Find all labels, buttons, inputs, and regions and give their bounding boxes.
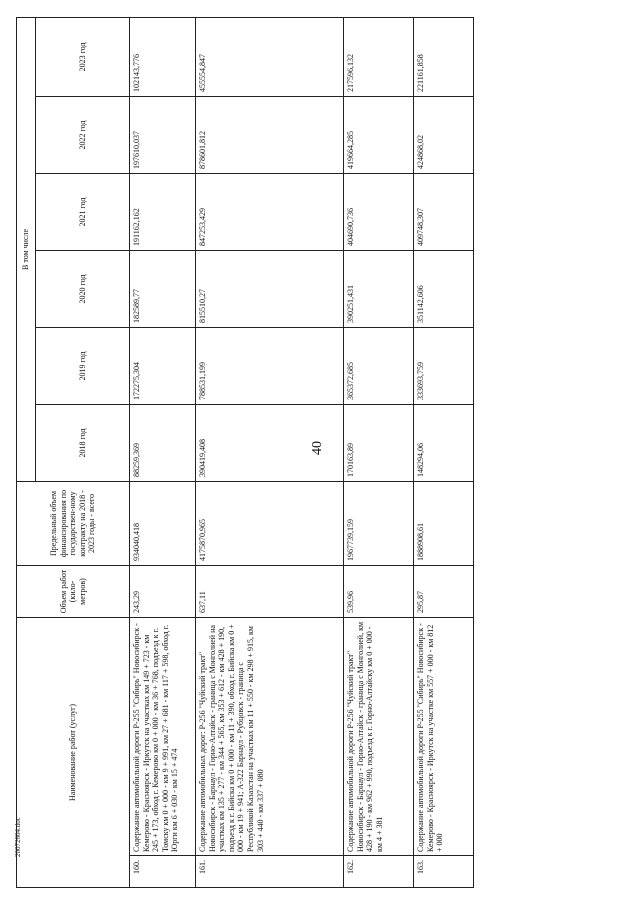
footer-filename: 20072604.doc	[14, 817, 22, 857]
row-year-value: 404690,736	[344, 173, 414, 250]
row-year-value: 102143,776	[130, 17, 196, 96]
row-year-value: 197610,037	[130, 96, 196, 173]
row-year-value: 191162,162	[130, 173, 196, 250]
row-year-value: 170163,89	[344, 404, 414, 481]
row-year-value: 88259,369	[130, 404, 196, 481]
row-year-value: 815510,27	[196, 250, 344, 327]
row-name: Содержание автомобильной дороги Р-256 "Чуйский тракт" Новосибирск - Барнаул - Горно-Алтайск - граница с Монголией, км 428 + 190 - км 962 + 990, подъезд к г. Горно-Алтайску км 0 + 000 - км 4 + 381	[344, 617, 414, 855]
row-number: 163.	[414, 856, 474, 888]
row-year-value: 172275,304	[130, 327, 196, 404]
header-limit: Предельный объем финансирования по государствен-ному контракту на 2018 - 2023 годы - всего	[17, 481, 130, 565]
row-year-value: 148294,06	[414, 404, 474, 481]
row-year-value: 182589,77	[130, 250, 196, 327]
row-total: 1967739,159	[344, 481, 414, 565]
row-year-value: 333693,759	[414, 327, 474, 404]
table-row	[414, 17, 474, 887]
row-name: Содержание автомобильной дороги Р-255 "Сибирь" Новосибирск - Кемерово - Красноярск - Иркутск на участке км 557 + 000 - км 812 + 000	[414, 617, 474, 855]
row-year-value: 788531,199	[196, 327, 344, 404]
row-volume: 539,96	[344, 565, 414, 617]
row-year-value: 419664,285	[344, 96, 414, 173]
row-year-value: 221161,858	[414, 17, 474, 96]
header-year: 2019 год	[36, 327, 130, 404]
row-year-value: 351142,606	[414, 250, 474, 327]
table-row	[196, 17, 344, 887]
row-year-value: 409748,307	[414, 173, 474, 250]
row-number: 160.	[130, 856, 196, 888]
header-name: Наименование работ (услуг)	[17, 617, 130, 887]
header-year: 2020 год	[36, 250, 130, 327]
row-year-value: 455554,847	[196, 17, 344, 96]
header-year: 2022 год	[36, 96, 130, 173]
page-number: 40	[310, 441, 325, 455]
header-in-total: В том числе	[17, 17, 36, 481]
header-year: 2021 год	[36, 173, 130, 250]
row-volume: 295,87	[414, 565, 474, 617]
row-volume: 637,11	[196, 565, 344, 617]
row-year-value: 217596,132	[344, 17, 414, 96]
row-total: 4175870,965	[196, 481, 344, 565]
header-year: 2023 год	[36, 17, 130, 96]
row-year-value: 878601,812	[196, 96, 344, 173]
rotated-table-page	[16, 18, 445, 888]
row-year-value: 390419,408	[196, 404, 344, 481]
row-year-value: 424868,02	[414, 96, 474, 173]
header-volume: Объем работ (кило-метров)	[17, 565, 130, 617]
row-total: 934040,418	[130, 481, 196, 565]
row-number: 161.	[196, 856, 344, 888]
table-row	[130, 17, 196, 887]
row-total: 1888908,61	[414, 481, 474, 565]
header-year: 2018 год	[36, 404, 130, 481]
table-row	[344, 17, 414, 887]
financing-table	[16, 17, 474, 888]
row-volume: 243,29	[130, 565, 196, 617]
row-year-value: 390251,431	[344, 250, 414, 327]
row-number: 162.	[344, 856, 414, 888]
row-name: Содержание автомобильных дорог: Р-256 "Чуйский тракт" Новосибирск - Барнаул - Горно-Алтайск - граница с Монголией на участках км 135 + 277 - км 344 + 565, км 353 + 612 - км 428 + 190, подъезд к г. Бийска км 0 + 000 - км 11 + 390, обход г. Бийска км 0 + 000 - км 19 + 941; А-322 Барнаул - Рубцовск - граница с Республикой Казахстан на участках км 11 + 550 - км 298 + 915, км 303 + 440 - км 337 + 080	[196, 617, 344, 855]
row-year-value: 365372,685	[344, 327, 414, 404]
row-year-value: 847253,429	[196, 173, 344, 250]
row-name: Содержание автомобильной дороги Р-255 "Сибирь" Новосибирск - Кемерово - Красноярск - Иркутск на участках км 149 + 723 - км 245 + 173, обход г. Кемерово км 0 + 000 - км 36 + 768, подъезд к г. Томску км 0 + 000 - км 9 + 991, км 27 + 681 - км 117 + 598, обход г. Юрги км 6 + 030 - км 15 + 474	[130, 617, 196, 855]
